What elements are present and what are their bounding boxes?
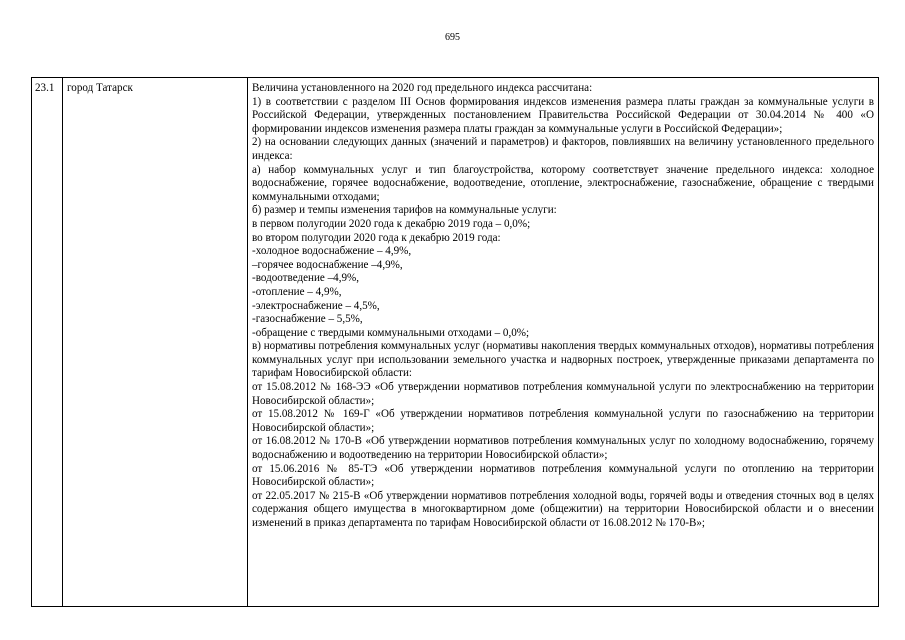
- paragraph: во втором полугодии 2020 года к декабрю 2019 года:: [252, 231, 501, 244]
- row-number: 23.1: [32, 78, 63, 607]
- paragraph: –горячее водоснабжение –4,9%,: [252, 258, 403, 271]
- paragraph: в) нормативы потребления коммунальных услуг (нормативы накопления твердых коммунальных отходов), нормативы потребления коммунальных услуг при использовании земельного участка и надворных построек, утвержденные приказами департамента по тарифам Новосибирской области:: [252, 340, 874, 380]
- paragraph: в первом полугодии 2020 года к декабрю 2019 года – 0,0%;: [252, 217, 531, 230]
- paragraph: -отопление – 4,9%,: [252, 285, 342, 298]
- paragraph: от 15.06.2016 № 85-ТЭ «Об утверждении нормативов потребления коммунальной услуги по отоплению на территории Новосибирской области»;: [252, 462, 874, 489]
- paragraph: от 22.05.2017 № 215-В «Об утверждении нормативов потребления холодной воды, горячей воды и отведения сточных вод в целях содержания общего имущества в многоквартирном доме (общежитии) на территории Новосибирской области и о внесении изменений в приказ департамента по тарифам Новосибирской области от 16.08.2012 № 170-В»;: [252, 489, 874, 529]
- paragraph: от 16.08.2012 № 170-В «Об утверждении нормативов потребления коммунальных услуг по холодному водоснабжению, горячему водоснабжению и водоотведению на территории Новосибирской области»;: [252, 435, 874, 462]
- page-number: 695: [445, 32, 460, 43]
- table-row: [32, 78, 879, 607]
- document-table: [31, 77, 879, 607]
- paragraph: б) размер и темпы изменения тарифов на коммунальные услуги:: [252, 204, 557, 217]
- paragraph: от 15.08.2012 № 169-Г «Об утверждении нормативов потребления коммунальной услуги по газоснабжению на территории Новосибирской области»;: [252, 408, 874, 434]
- paragraph: -обращение с твердыми коммунальными отходами – 0,0%;: [252, 326, 530, 339]
- paragraph: а) набор коммунальных услуг и тип благоустройства, которому соответствует значение предельного индекса: холодное водоснабжение, горячее водоснабжение, водоотведение, отопление, электроснабжение, газоснабжение, обращение с твердыми коммунальными отходами;: [252, 163, 874, 203]
- paragraph: -холодное водоснабжение – 4,9%,: [252, 245, 412, 258]
- paragraph: -водоотведение –4,9%,: [252, 272, 360, 285]
- paragraph: 2) на основании следующих данных (значений и параметров) и факторов, повлиявших на величину установленного предельного индекса:: [252, 136, 874, 162]
- municipality-name: город Татарск: [63, 78, 248, 607]
- paragraph: -электроснабжение – 4,5%,: [252, 299, 380, 312]
- paragraph: 1) в соответствии с разделом III Основ формирования индексов изменения размера платы граждан за коммунальные услуги в Российской Федерации, утвержденных постановлением Правительства Российской Федерации от 30.04.2014 № 400 «О формировании индексов изменения размера платы граждан за коммунальные услуги в Российской Федерации»;: [252, 95, 874, 135]
- index-description: [248, 78, 879, 607]
- paragraph: от 15.08.2012 № 168-ЭЭ «Об утверждении нормативов потребления коммунальной услуги по электроснабжению на территории Новосибирской области»;: [252, 381, 874, 407]
- paragraph: Величина установленного на 2020 год предельного индекса рассчитана:: [252, 82, 593, 94]
- paragraph: -газоснабжение – 5,5%,: [252, 313, 363, 326]
